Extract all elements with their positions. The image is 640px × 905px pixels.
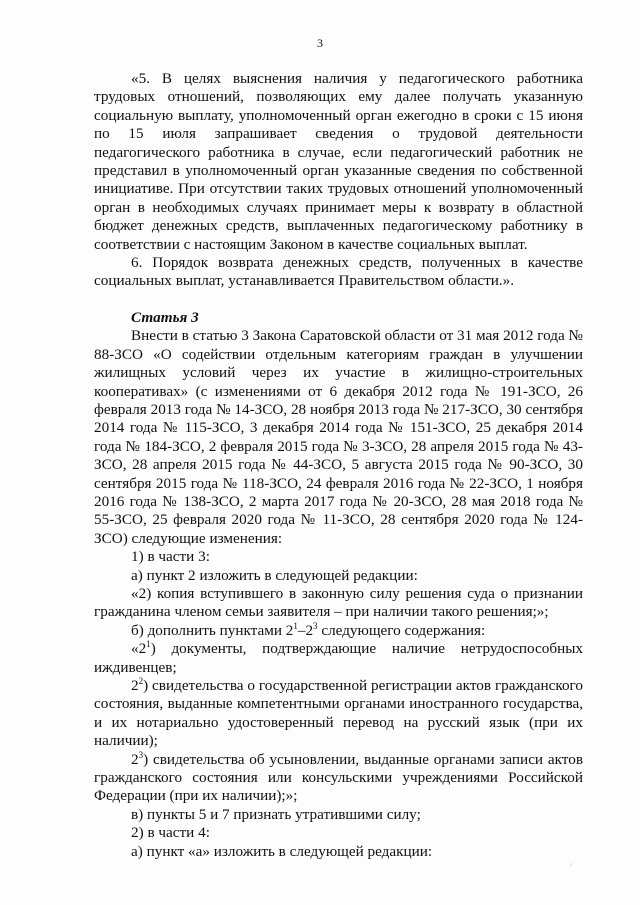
text-run: «2 [131,640,147,658]
page-number: 3 [317,36,323,50]
superscript: 1 [293,620,298,631]
list-item-quote-2: «2) копия вступившего в законную силу решения суда о признании гражданина членом семьи заявителя – при наличии такого решения;»; [94,584,583,621]
article-heading: Статья 3 [131,308,199,326]
list-item-point-a: а) пункт 2 изложить в следующей редакции: [131,566,418,584]
text-run: б) дополнить пунктами 2 [131,621,294,639]
list-item-part-4: 2) в части 4: [131,824,210,842]
superscript: 1 [146,639,151,650]
list-item-point-a-part-4: а) пункт «а» изложить в следующей редакции: [131,842,433,860]
list-item-part-3: 1) в части 3: [131,548,210,566]
superscript: 2 [138,676,144,686]
article-intro: Внести в статью 3 Закона Саратовской области от 31 мая 2012 года № 88-ЗСО «О содействии отдельным категориям граждан в улучшении жилищных условий через их участие в жилищно-строительных кооперативах» (с изменениями от 6 декабря 2012 года № 191-ЗСО, 26 февраля 2013 года № 14-ЗСО, 28 ноября 2013 года № 217-ЗСО, 30 сентября 2014 года № 115-ЗСО, 3 декабря 2014 года № 151-ЗСО, 25 декабря 2014 года № 184-ЗСО, 2 февраля 2015 года № 3-ЗСО, 28 апреля 2015 года № 43-ЗСО, 28 апреля 2015 года № 44-ЗСО, 5 августа 2015 года № 90-ЗСО, 30 сентября 2015 года № 118-ЗСО, 24 февраля 2016 года № 22-ЗСО, 1 ноября 2016 года № 138-ЗСО, 2 марта 2017 года № 20-ЗСО, 28 мая 2018 года № 55-ЗСО, 25 февраля 2020 года № 11-ЗСО, 28 сентября 2020 года № 124-ЗСО) следующие изменения: [94,327,584,547]
text-run: 2 [131,750,139,768]
list-item-2-1 [94,640,583,677]
list-item-point-b [94,622,583,640]
paragraph-item-5: «5. В целях выяснения наличия у педагогического работника трудовых отношений, позволяющих ему далее получать указанную социальную выплату, уполномоченный орган ежегодно в сроки с 15 июня по 15 июля запрашивает сведения о трудовой деятельности педагогического работника в случае, если педагогический работник не представил в уполномоченный орган указанные сведения по собственной инициативе. При отсутствии таких трудовых отношений уполномоченный орган в необходимых случаях принимает меры к возврату в областной бюджет денежных средств, выплаченных педагогическому работнику в соответствии с настоящим Законом в качестве социальных выплат. [94,70,583,253]
text-run: –2 [297,621,314,639]
spacer [94,291,583,309]
list-item-2-2 [94,677,583,751]
text-run: 2 [131,677,139,694]
list-item-point-v: в) пункты 5 и 7 признать утратившими силу; [131,805,421,823]
paragraph-item-6: 6. Порядок возврата денежных средств, полученных в качестве социальных выплат, устанавливается Правительством области.». [94,254,583,290]
superscript: 3 [313,620,318,631]
superscript: 3 [138,749,144,760]
text-run: ) свидетельства о государственной регистрации актов гражданского состояния, выданные компетентными органами иностранного государства, и их нотариально удостоверенный перевод на русский язык (при их наличии); [94,677,583,750]
text-run: следующего содержания: [317,621,486,639]
corner-mark: ⸝ [569,858,574,869]
document-body [94,70,583,861]
list-item-2-3 [94,751,583,806]
text-run: ) документы, подтверждающие наличие нетрудоспособных иждивенцев; [94,640,583,676]
text-run: ) свидетельства об усыновлении, выданные органами записи актов гражданского состояния или консульскими учреждениями Российской Федерации (при их наличии);»; [94,750,583,805]
